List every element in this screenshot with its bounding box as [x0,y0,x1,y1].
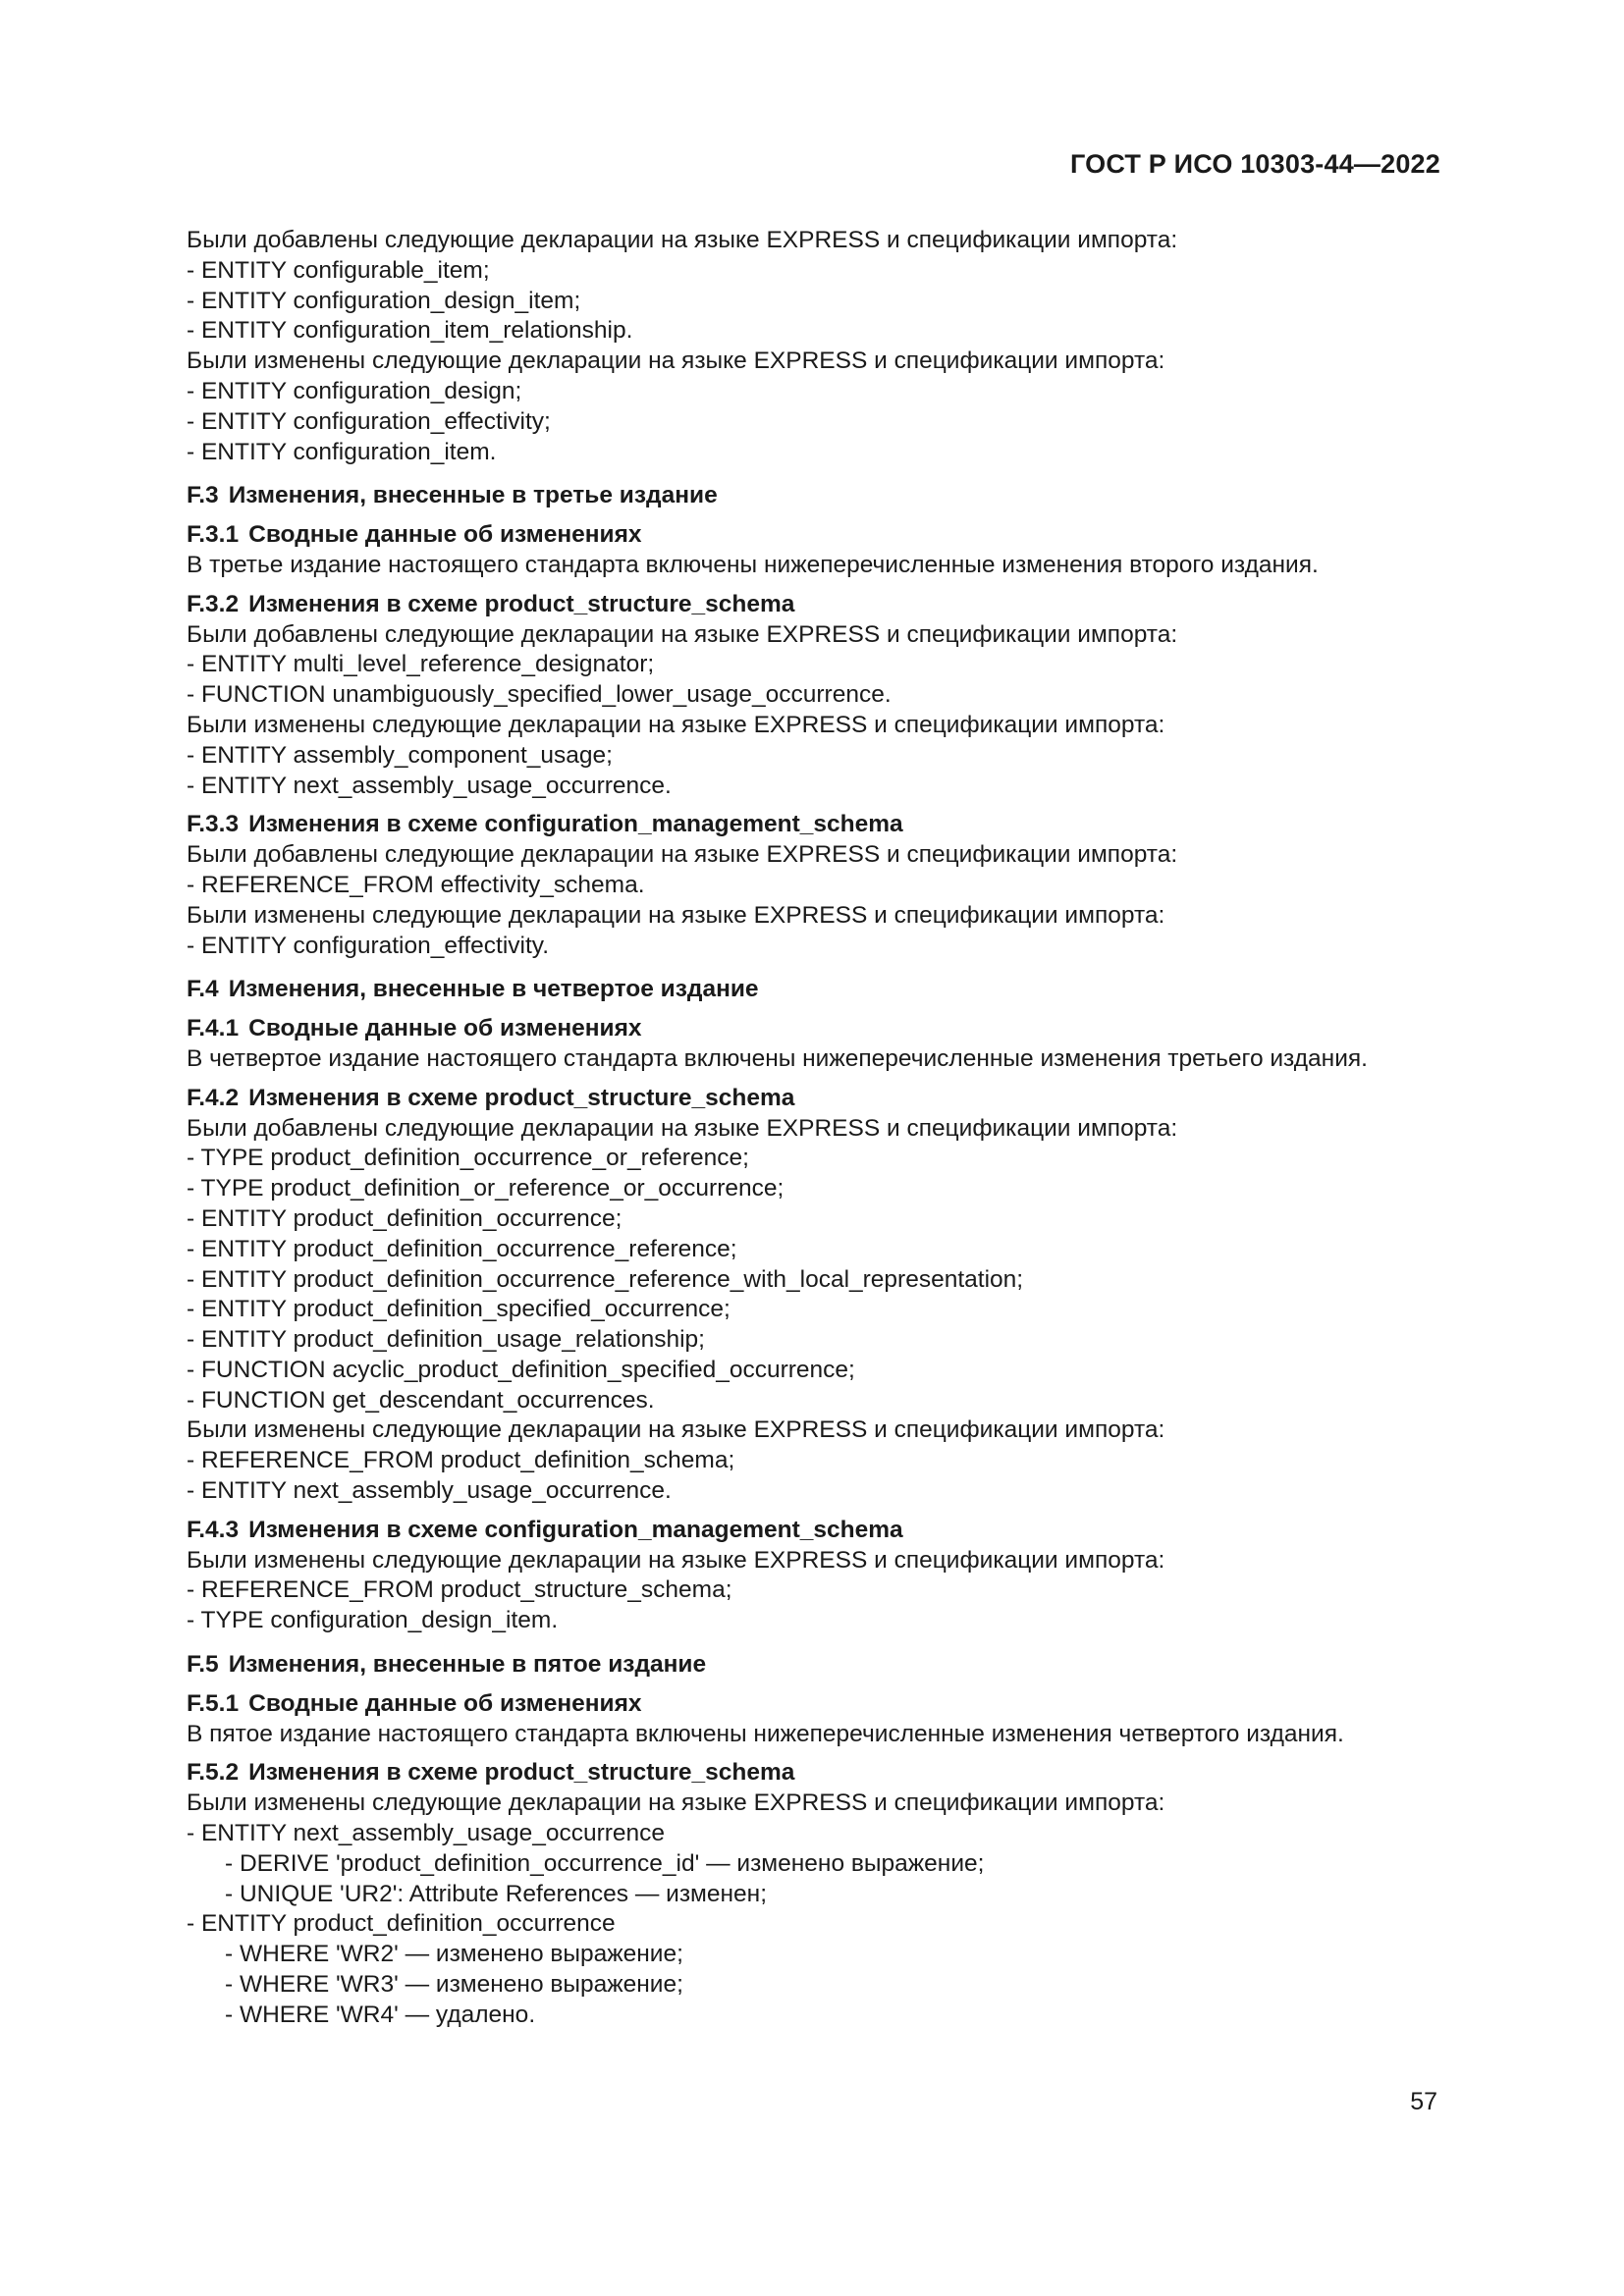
heading-number: F.4.1 [187,1015,240,1042]
heading-number: F.4 [187,976,219,1003]
subsection-heading [187,590,1453,620]
list-item: - FUNCTION get_descendant_occurrences. [187,1386,655,1414]
heading-text: Сводные данные об изменениях [248,521,642,549]
list-item: - REFERENCE_FROM product_structure_schema; [187,1576,732,1604]
paragraph: В пятое издание настоящего стандарта включены нижеперечисленные изменения четвертого издания. [187,1720,1344,1747]
subsection-heading [187,810,1453,840]
list-item: - ENTITY next_assembly_usage_occurrence [187,1820,666,1847]
heading-number: F.3.1 [187,521,240,549]
subsection-heading [187,1689,1453,1720]
subsection-heading [187,520,1453,551]
heading-text: Изменения в схеме configuration_management_schema [248,1516,903,1543]
list-item: - ENTITY product_definition_occurrence [187,1910,616,1938]
heading-text: Изменения в схеме product_structure_schema [248,1759,795,1787]
heading-text: Изменения в схеме product_structure_schema [248,590,795,617]
list-item: - ENTITY next_assembly_usage_occurrence. [187,1477,672,1505]
list-item: - ENTITY next_assembly_usage_occurrence. [187,772,672,799]
list-item: - REFERENCE_FROM effectivity_schema. [187,871,645,898]
heading-number: F.3 [187,482,219,509]
list-item: - ENTITY multi_level_reference_designator; [187,651,655,678]
paragraph: Были изменены следующие декларации на языке EXPRESS и спецификации импорта: [187,901,1165,929]
page-body [187,226,1453,2031]
section-heading [187,1650,1453,1681]
list-item: - REFERENCE_FROM product_definition_schema; [187,1447,735,1474]
heading-text: Изменения, внесенные в пятое издание [228,1651,707,1679]
sub-list-item: - WHERE 'WR4' — удалено. [225,2001,536,2028]
list-item: - TYPE configuration_design_item. [187,1607,559,1634]
sub-list-item: - WHERE 'WR2' — изменено выражение; [225,1941,683,1968]
list-item: - FUNCTION unambiguously_specified_lower_usage_occurrence. [187,681,892,709]
heading-text: Изменения, внесенные в четвертое издание [228,976,759,1003]
heading-number: F.3.3 [187,811,240,838]
list-item: - ENTITY product_definition_occurrence; [187,1204,623,1232]
list-item: - ENTITY product_definition_occurrence_reference_with_local_representation; [187,1265,1024,1293]
paragraph: Были добавлены следующие декларации на языке EXPRESS и спецификации импорта: [187,1114,1178,1142]
sub-list-item: - WHERE 'WR3' — изменено выражение; [225,1971,683,1999]
document-id-header: ГОСТ Р ИСО 10303-44—2022 [1070,149,1440,179]
subsection-heading [187,1758,1453,1789]
sub-list-item: - UNIQUE 'UR2': Attribute References — изменен; [225,1880,768,1907]
paragraph: Были изменены следующие декларации на языке EXPRESS и спецификации импорта: [187,1416,1165,1444]
paragraph: Были изменены следующие декларации на языке EXPRESS и спецификации импорта: [187,711,1165,738]
list-item: - ENTITY configuration_item_relationship. [187,317,633,345]
paragraph: Были добавлены следующие декларации на языке EXPRESS и спецификации импорта: [187,841,1178,869]
list-item: - FUNCTION acyclic_product_definition_specified_occurrence; [187,1356,855,1383]
list-item: - ENTITY product_definition_usage_relationship; [187,1326,705,1354]
heading-text: Сводные данные об изменениях [248,1015,642,1042]
heading-text: Изменения в схеме product_structure_schema [248,1084,795,1111]
subsection-heading [187,1516,1453,1546]
heading-number: F.5 [187,1651,219,1679]
subsection-heading [187,1014,1453,1044]
list-item: - ENTITY configuration_design_item; [187,287,581,314]
heading-text: Изменения, внесенные в третье издание [228,482,718,509]
list-item: - TYPE product_definition_occurrence_or_reference; [187,1145,749,1172]
section-heading [187,481,1453,511]
list-item: - ENTITY configuration_effectivity; [187,407,551,435]
paragraph: Были добавлены следующие декларации на языке EXPRESS и спецификации импорта: [187,227,1178,253]
paragraph: Были изменены следующие декларации на языке EXPRESS и спецификации импорта: [187,1789,1165,1817]
paragraph: Были добавлены следующие декларации на языке EXPRESS и спецификации импорта: [187,620,1178,648]
section-heading [187,975,1453,1005]
list-item: - ENTITY assembly_component_usage; [187,741,613,769]
heading-number: F.4.3 [187,1516,240,1543]
page-number: 57 [1410,2088,1437,2115]
list-item: - ENTITY product_definition_occurrence_reference; [187,1235,737,1262]
heading-text: Сводные данные об изменениях [248,1689,642,1717]
subsection-heading [187,1084,1453,1114]
heading-number: F.4.2 [187,1084,240,1111]
heading-number: F.5.2 [187,1759,240,1787]
list-item: - ENTITY configurable_item; [187,256,490,284]
list-item: - ENTITY configuration_design; [187,377,522,404]
list-item: - ENTITY product_definition_specified_occurrence; [187,1296,731,1323]
list-item: - TYPE product_definition_or_reference_or_occurrence; [187,1175,785,1202]
heading-number: F.5.1 [187,1689,240,1717]
paragraph: В третье издание настоящего стандарта включены нижеперечисленные изменения второго издания. [187,551,1319,578]
heading-text: Изменения в схеме configuration_management_schema [248,811,903,838]
paragraph: В четвертое издание настоящего стандарта включены нижеперечисленные изменения третьего издания. [187,1044,1368,1072]
paragraph: Были изменены следующие декларации на языке EXPRESS и спецификации импорта: [187,1546,1165,1574]
list-item: - ENTITY configuration_effectivity. [187,932,550,959]
sub-list-item: - DERIVE 'product_definition_occurrence_id' — изменено выражение; [225,1849,985,1877]
paragraph: Были изменены следующие декларации на языке EXPRESS и спецификации импорта: [187,347,1165,375]
list-item: - ENTITY configuration_item. [187,438,497,465]
heading-number: F.3.2 [187,590,240,617]
